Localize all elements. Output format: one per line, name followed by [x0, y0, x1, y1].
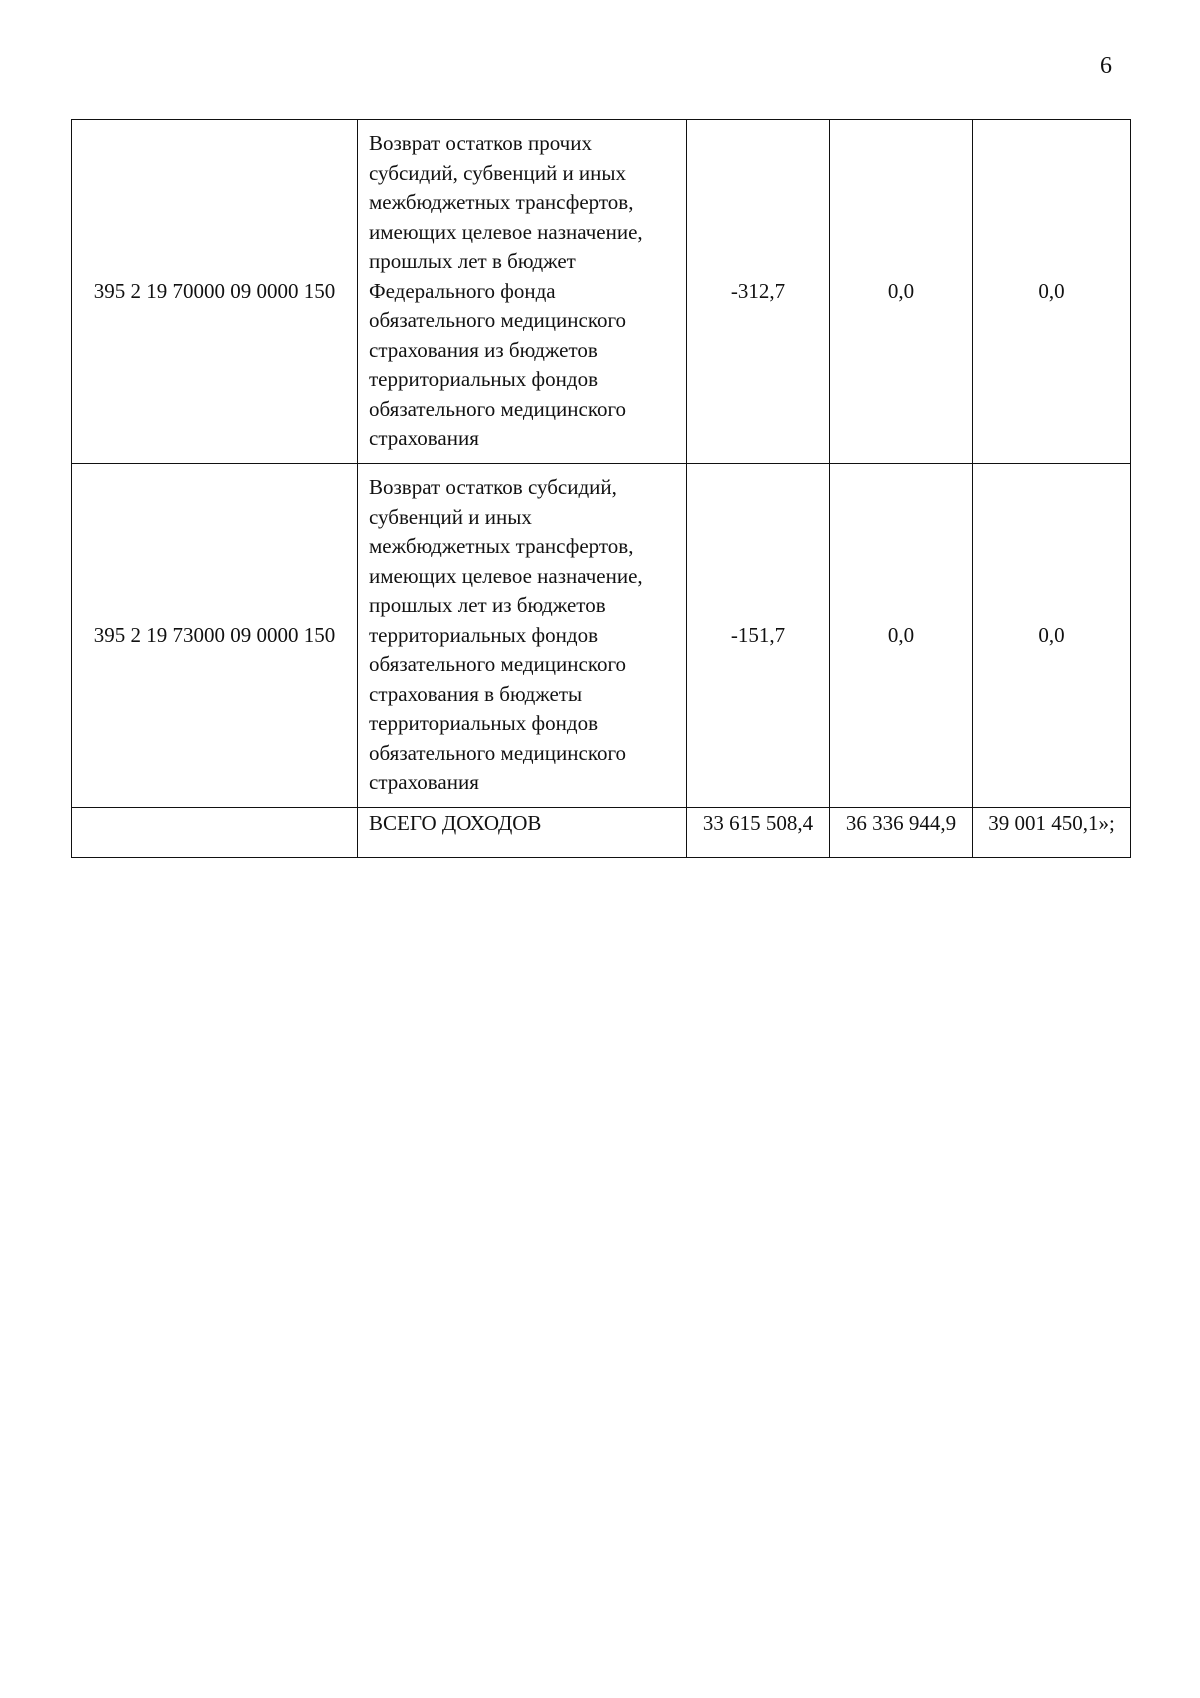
value-year2-cell: 0,0 [830, 120, 973, 464]
income-table [71, 119, 1131, 858]
name-line: субвенций и иных [369, 504, 532, 529]
name-line: страхования в бюджеты [369, 681, 583, 706]
name-line: страхования [369, 770, 479, 795]
budget-code-cell: 395 2 19 73000 09 0000 150 [72, 464, 358, 808]
budget-code-cell: 395 2 19 70000 09 0000 150 [72, 120, 358, 464]
name-line: Возврат остатков субсидий, [369, 475, 617, 500]
name-line: обязательного медицинского [369, 652, 627, 677]
name-line: территориальных фондов [369, 711, 598, 736]
total-year1-cell: 33 615 508,4 [687, 808, 830, 858]
name-line: страхования из бюджетов [369, 337, 598, 362]
name-line: Возврат остатков прочих [369, 131, 592, 156]
value-year3-cell: 0,0 [973, 120, 1131, 464]
name-line: обязательного медицинского [369, 396, 627, 421]
name-line: прошлых лет в бюджет [369, 249, 576, 274]
value-year3-cell: 0,0 [973, 464, 1131, 808]
name-line: имеющих целевое назначение, [369, 219, 643, 244]
total-row [72, 808, 1131, 858]
total-year2-cell: 36 336 944,9 [830, 808, 973, 858]
name-line: обязательного медицинского [369, 740, 627, 765]
name-line: межбюджетных трансфертов, [369, 534, 634, 559]
name-line: Федерального фонда [369, 278, 556, 303]
value-year1-cell: -312,7 [687, 120, 830, 464]
name-line: страхования [369, 426, 479, 451]
total-code-cell [72, 808, 358, 858]
table-row [72, 464, 1131, 808]
value-year1-cell: -151,7 [687, 464, 830, 808]
total-label-cell: ВСЕГО ДОХОДОВ [358, 808, 687, 858]
income-name-cell [358, 464, 687, 808]
name-line: территориальных фондов [369, 367, 598, 392]
total-year3-cell: 39 001 450,1»; [973, 808, 1131, 858]
table-row [72, 120, 1131, 464]
value-year2-cell: 0,0 [830, 464, 973, 808]
name-line: обязательного медицинского [369, 308, 627, 333]
name-line: имеющих целевое назначение, [369, 563, 643, 588]
income-name-cell [358, 120, 687, 464]
name-line: субсидий, субвенций и иных [369, 160, 627, 185]
name-line: территориальных фондов [369, 622, 598, 647]
page-number: 6 [1100, 53, 1112, 79]
name-line: межбюджетных трансфертов, [369, 190, 634, 215]
name-line: прошлых лет из бюджетов [369, 593, 606, 618]
